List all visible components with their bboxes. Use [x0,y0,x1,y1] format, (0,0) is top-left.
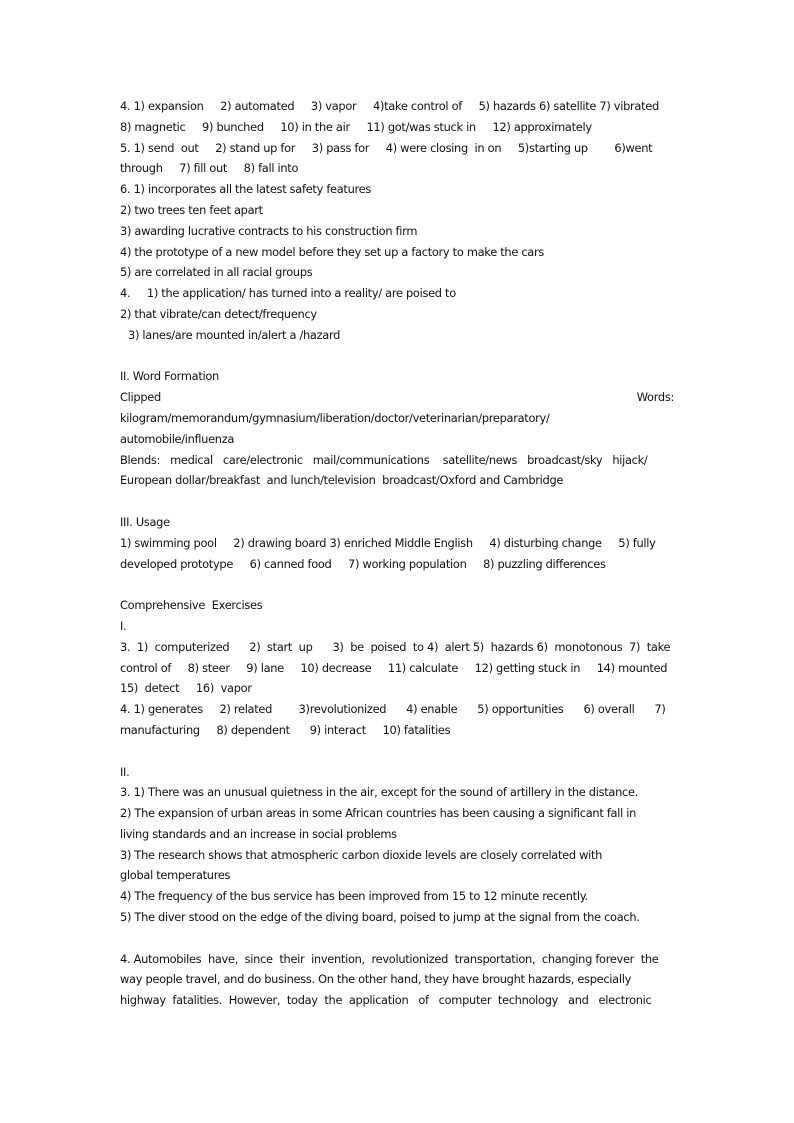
paragraph-line: way people travel, and do business. On the other hand, they have brought hazards, especially [120,972,632,987]
section-heading: I. [120,618,127,633]
answer-line: 3) The research shows that atmospheric carbon dioxide levels are closely correlated with [120,847,603,862]
answer-line: 2) that vibrate/can detect/frequency [120,306,317,321]
answer-line: global temperatures [120,868,231,883]
answer-line: 5) are correlated in all racial groups [120,265,313,280]
answer-line: 3. 1) There was an unusual quietness in the air, except for the sound of artillery in the distance. [120,785,638,800]
answer-line: 4. 1) the application/ has turned into a reality/ are poised to [120,286,456,301]
spacer [120,574,674,595]
answer-line: 4. 1) generates 2) related 3)revolutionized 4) enable 5) opportunities 6) overall 7) [120,702,666,717]
clipped-words-line [120,387,674,408]
spacer [120,346,674,367]
spacer [120,741,674,762]
answer-line: 5. 1) send out 2) stand up for 3) pass for 4) were closing in on 5)starting up 6)went [120,140,653,155]
section-heading: III. Usage [120,514,170,529]
words-label: Words: [636,390,674,405]
answer-line: 15) detect 16) vapor [120,681,252,696]
answer-line: kilogram/memorandum/gymnasium/liberation/doctor/veterinarian/preparatory/ [120,410,550,425]
answer-line: 3) awarding lucrative contracts to his construction firm [120,223,418,238]
clipped-label: Clipped [120,390,161,405]
spacer [120,928,674,949]
spacer [120,491,674,512]
answer-line: through 7) fill out 8) fall into [120,161,299,176]
answer-line: 3) lanes/are mounted in/alert a /hazard [128,327,341,342]
paragraph-line: highway fatalities. However, today the application of computer technology and electronic [120,993,652,1008]
answer-line: control of 8) steer 9) lane 10) decrease 11) calculate 12) getting stuck in 14) mounted [120,660,668,675]
section-heading: Comprehensive Exercises [120,598,263,613]
answer-line: 4. 1) expansion 2) automated 3) vapor 4)take control of 5) hazards 6) satellite 7) vibrated [120,99,659,113]
answer-line: European dollar/breakfast and lunch/television broadcast/Oxford and Cambridge [120,473,564,488]
section-heading: II. [120,764,130,779]
answer-line: automobile/influenza [120,431,235,446]
answer-line: developed prototype 6) canned food 7) working population 8) puzzling differences [120,556,606,571]
answer-line: 2) The expansion of urban areas in some African countries has been causing a significant fall in [120,806,637,821]
answer-line: 4) The frequency of the bus service has been improved from 15 to 12 minute recently. [120,889,588,904]
answer-line: 5) The diver stood on the edge of the diving board, poised to jump at the signal from the coach. [120,910,640,925]
answer-line: 6. 1) incorporates all the latest safety features [120,182,371,197]
document-page [120,96,674,1011]
section-heading: II. Word Formation [120,369,219,384]
answer-line: manufacturing 8) dependent 9) interact 10) fatalities [120,722,451,737]
paragraph-line: 4. Automobiles have, since their invention, revolutionized transportation, changing forever the [120,951,659,966]
answer-line: 3. 1) computerized 2) start up 3) be poised to 4) alert 5) hazards 6) monotonous 7) take [120,639,671,654]
answer-line: 8) magnetic 9) bunched 10) in the air 11) got/was stuck in 12) approximately [120,119,592,134]
answer-line: 4) the prototype of a new model before they set up a factory to make the cars [120,244,545,259]
answer-line: 2) two trees ten feet apart [120,202,263,217]
answer-line: living standards and an increase in social problems [120,826,397,841]
answer-line: 1) swimming pool 2) drawing board 3) enriched Middle English 4) disturbing change 5) fully [120,535,656,550]
answer-line: Blends: medical care/electronic mail/communications satellite/news broadcast/sky hijack/ [120,452,648,467]
